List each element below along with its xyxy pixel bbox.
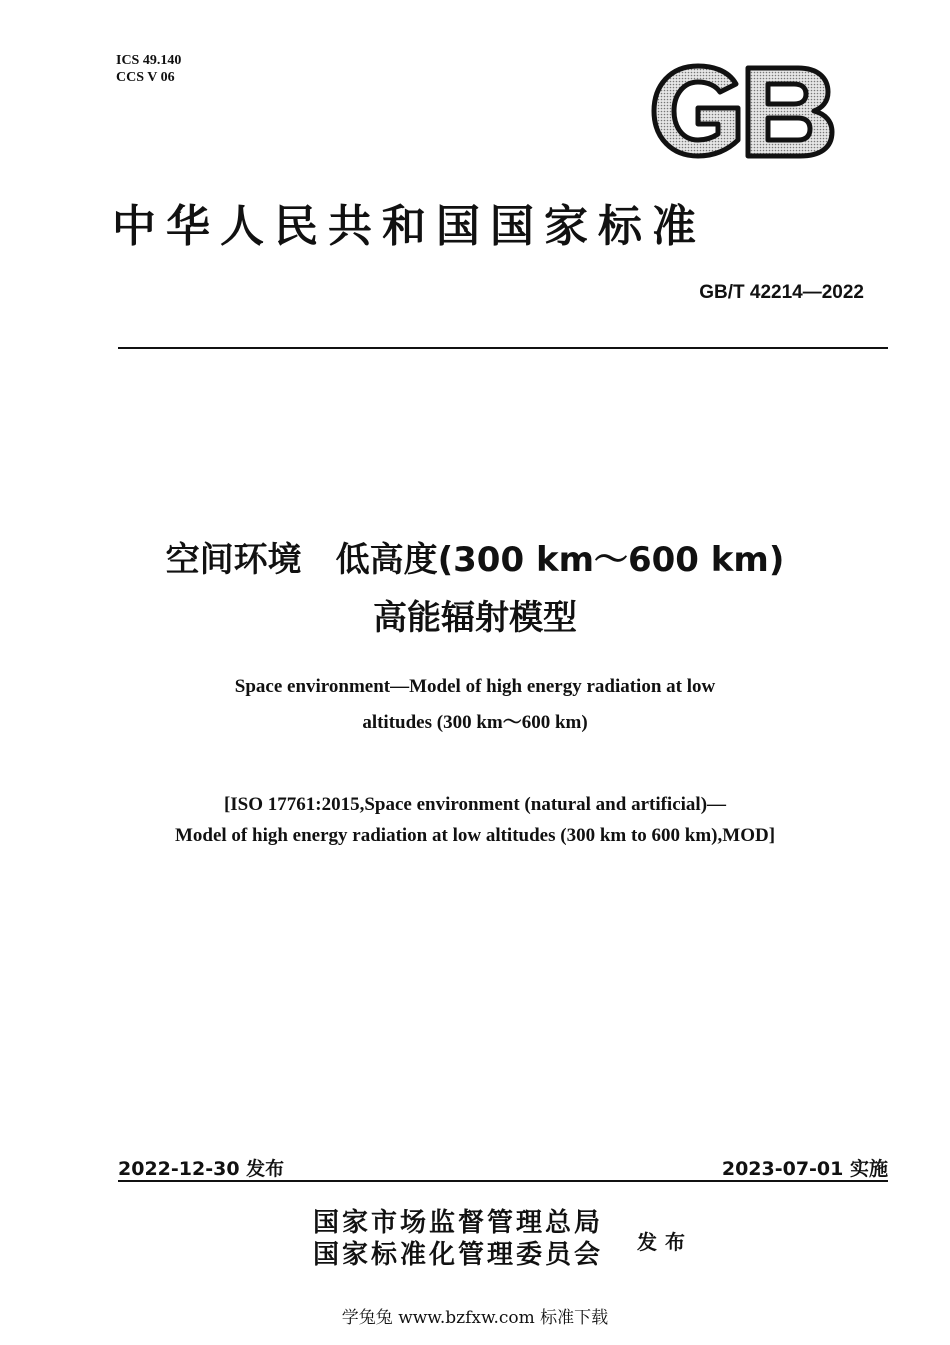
issuer-samr: 国家市场监督管理总局 xyxy=(313,1208,604,1238)
ics-code: ICS 49.140 xyxy=(116,53,182,68)
title-cn-line2: 高能辐射模型 xyxy=(373,598,577,638)
ccs-code: CCS V 06 xyxy=(116,70,175,85)
publish-date: 2022-12-30 发布 xyxy=(118,1158,285,1180)
title-cn-line1: 空间环境 低高度(300 km～600 km) xyxy=(165,540,785,580)
issuing-authorities xyxy=(313,1207,603,1271)
title-en-line1: Space environment—Model of high energy radiation at low xyxy=(234,676,716,697)
gb-logo-icon xyxy=(648,62,838,160)
footer-divider xyxy=(118,1180,888,1182)
standard-number: GB/T 42214—2022 xyxy=(699,282,864,303)
classification-codes xyxy=(116,52,181,86)
gb-logo xyxy=(648,62,838,160)
implement-date: 2023-07-01 实施 xyxy=(721,1158,888,1180)
footer-watermark-link[interactable]: 学兔兔 www.bzfxw.com 标准下载 xyxy=(341,1308,609,1328)
title-en-line2: altitudes (300 km～600 km) xyxy=(362,712,588,733)
publish-label: 发布 xyxy=(637,1230,693,1254)
country-standard-title: 中华人民共和国国家标准 xyxy=(112,201,706,252)
iso-reference-line1: [ISO 17761:2015,Space environment (natural and artificial)— xyxy=(223,794,727,815)
header-divider xyxy=(118,347,888,349)
issuer-sac: 国家标准化管理委员会 xyxy=(313,1240,604,1270)
iso-reference-line2: Model of high energy radiation at low altitudes (300 km to 600 km),MOD] xyxy=(174,825,776,846)
